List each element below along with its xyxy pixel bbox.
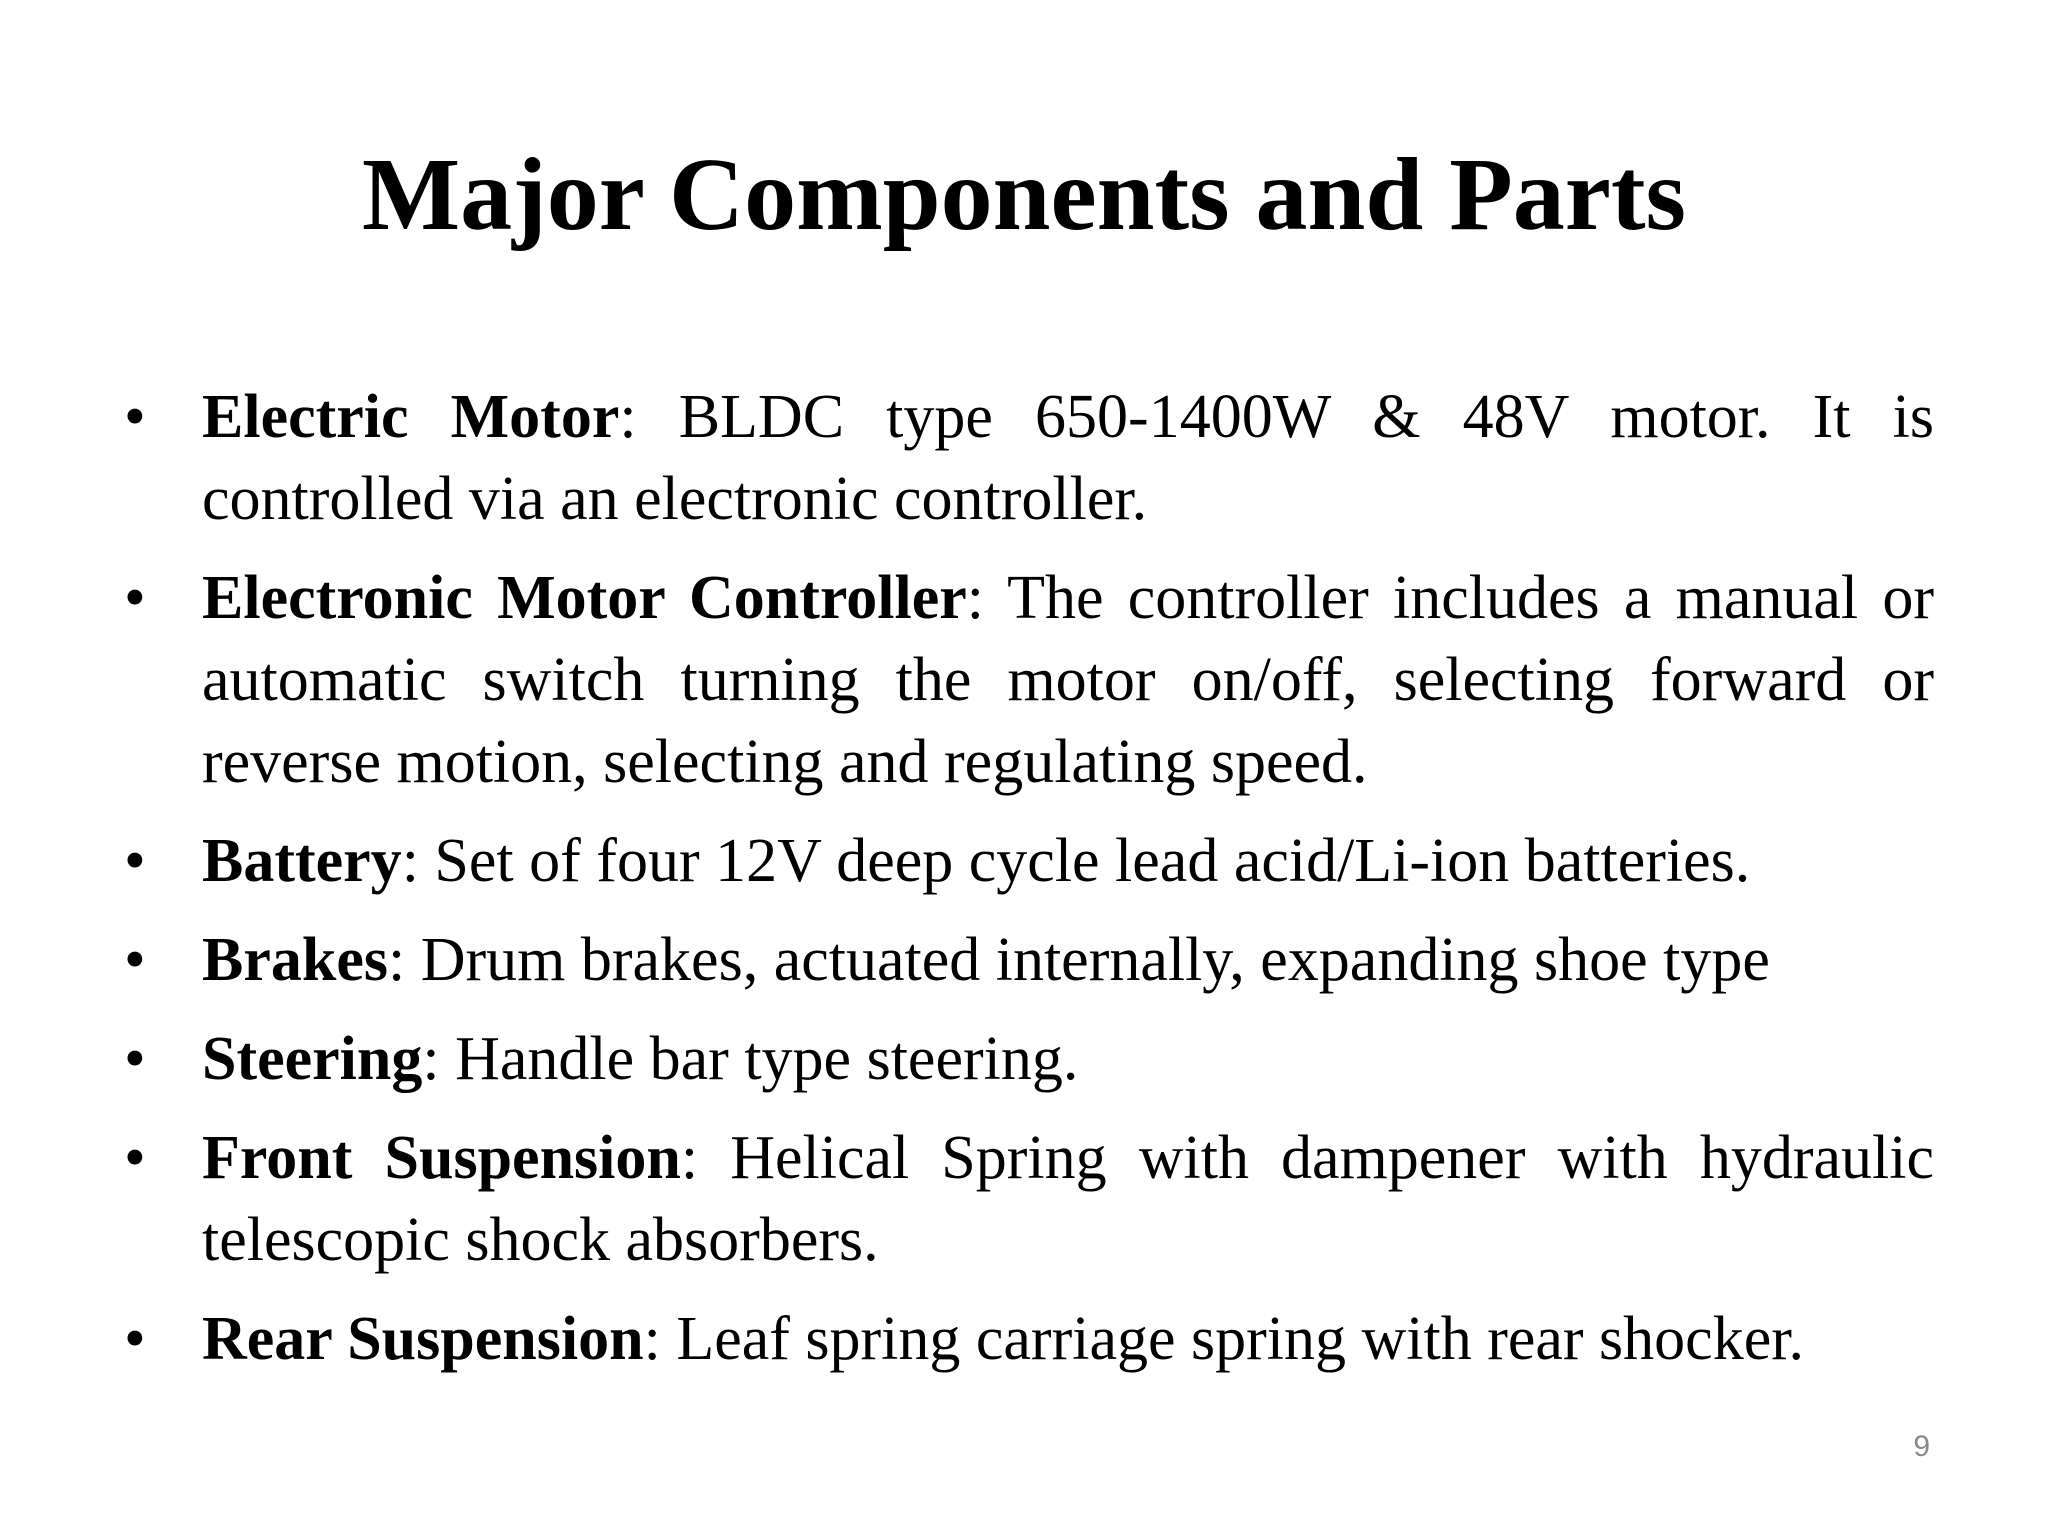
bullet-icon: • <box>124 1305 146 1373</box>
item-term: Battery <box>202 827 402 895</box>
item-separator: : <box>401 827 419 895</box>
list-item-rear-suspension <box>124 1298 1934 1380</box>
bullet-icon: • <box>124 1124 146 1192</box>
item-term: Electronic Motor Controller <box>202 564 967 632</box>
item-description: Drum brakes, actuated internally, expanding shoe type <box>405 926 1770 994</box>
item-term: Electric Motor <box>202 383 620 451</box>
item-description: Handle bar type steering. <box>439 1025 1079 1093</box>
item-description: The controller includes a manual or automatic switch turning the motor on/off, selecting forward or reverse motion, selecting and regulating speed. <box>202 564 1934 796</box>
item-separator: : <box>643 1305 661 1373</box>
list-item-electric-motor <box>124 376 1934 540</box>
list-item-battery <box>124 820 1934 902</box>
bullet-icon: • <box>124 827 146 895</box>
page-number: 9 <box>1913 1430 1930 1463</box>
item-term: Brakes <box>202 926 388 994</box>
item-description: Set of four 12V deep cycle lead acid/Li-ion batteries. <box>418 827 1751 895</box>
item-separator: : <box>422 1025 440 1093</box>
list-item-front-suspension <box>124 1117 1934 1281</box>
bullet-icon: • <box>124 1025 146 1093</box>
slide-title: Major Components and Parts <box>361 137 1687 252</box>
item-description: BLDC type 650-1400W & 48V motor. It is controlled via an electronic controller. <box>202 383 1934 533</box>
item-separator: : <box>619 383 637 451</box>
components-list <box>124 376 1934 1380</box>
bullet-icon: • <box>124 383 146 451</box>
item-term: Steering <box>202 1025 423 1093</box>
item-separator: : <box>388 926 406 994</box>
item-description: Helical Spring with dampener with hydraulic telescopic shock absorbers. <box>202 1124 1934 1274</box>
bullet-icon: • <box>124 564 146 632</box>
list-item-electronic-motor-controller <box>124 557 1934 803</box>
item-term: Front Suspension <box>202 1124 681 1192</box>
list-item-brakes <box>124 919 1934 1001</box>
bullet-icon: • <box>124 926 146 994</box>
item-separator: : <box>966 564 984 632</box>
list-item-steering <box>124 1018 1934 1100</box>
item-term: Rear Suspension <box>202 1305 644 1373</box>
item-separator: : <box>680 1124 699 1192</box>
item-description: Leaf spring carriage spring with rear shocker. <box>660 1305 1804 1373</box>
